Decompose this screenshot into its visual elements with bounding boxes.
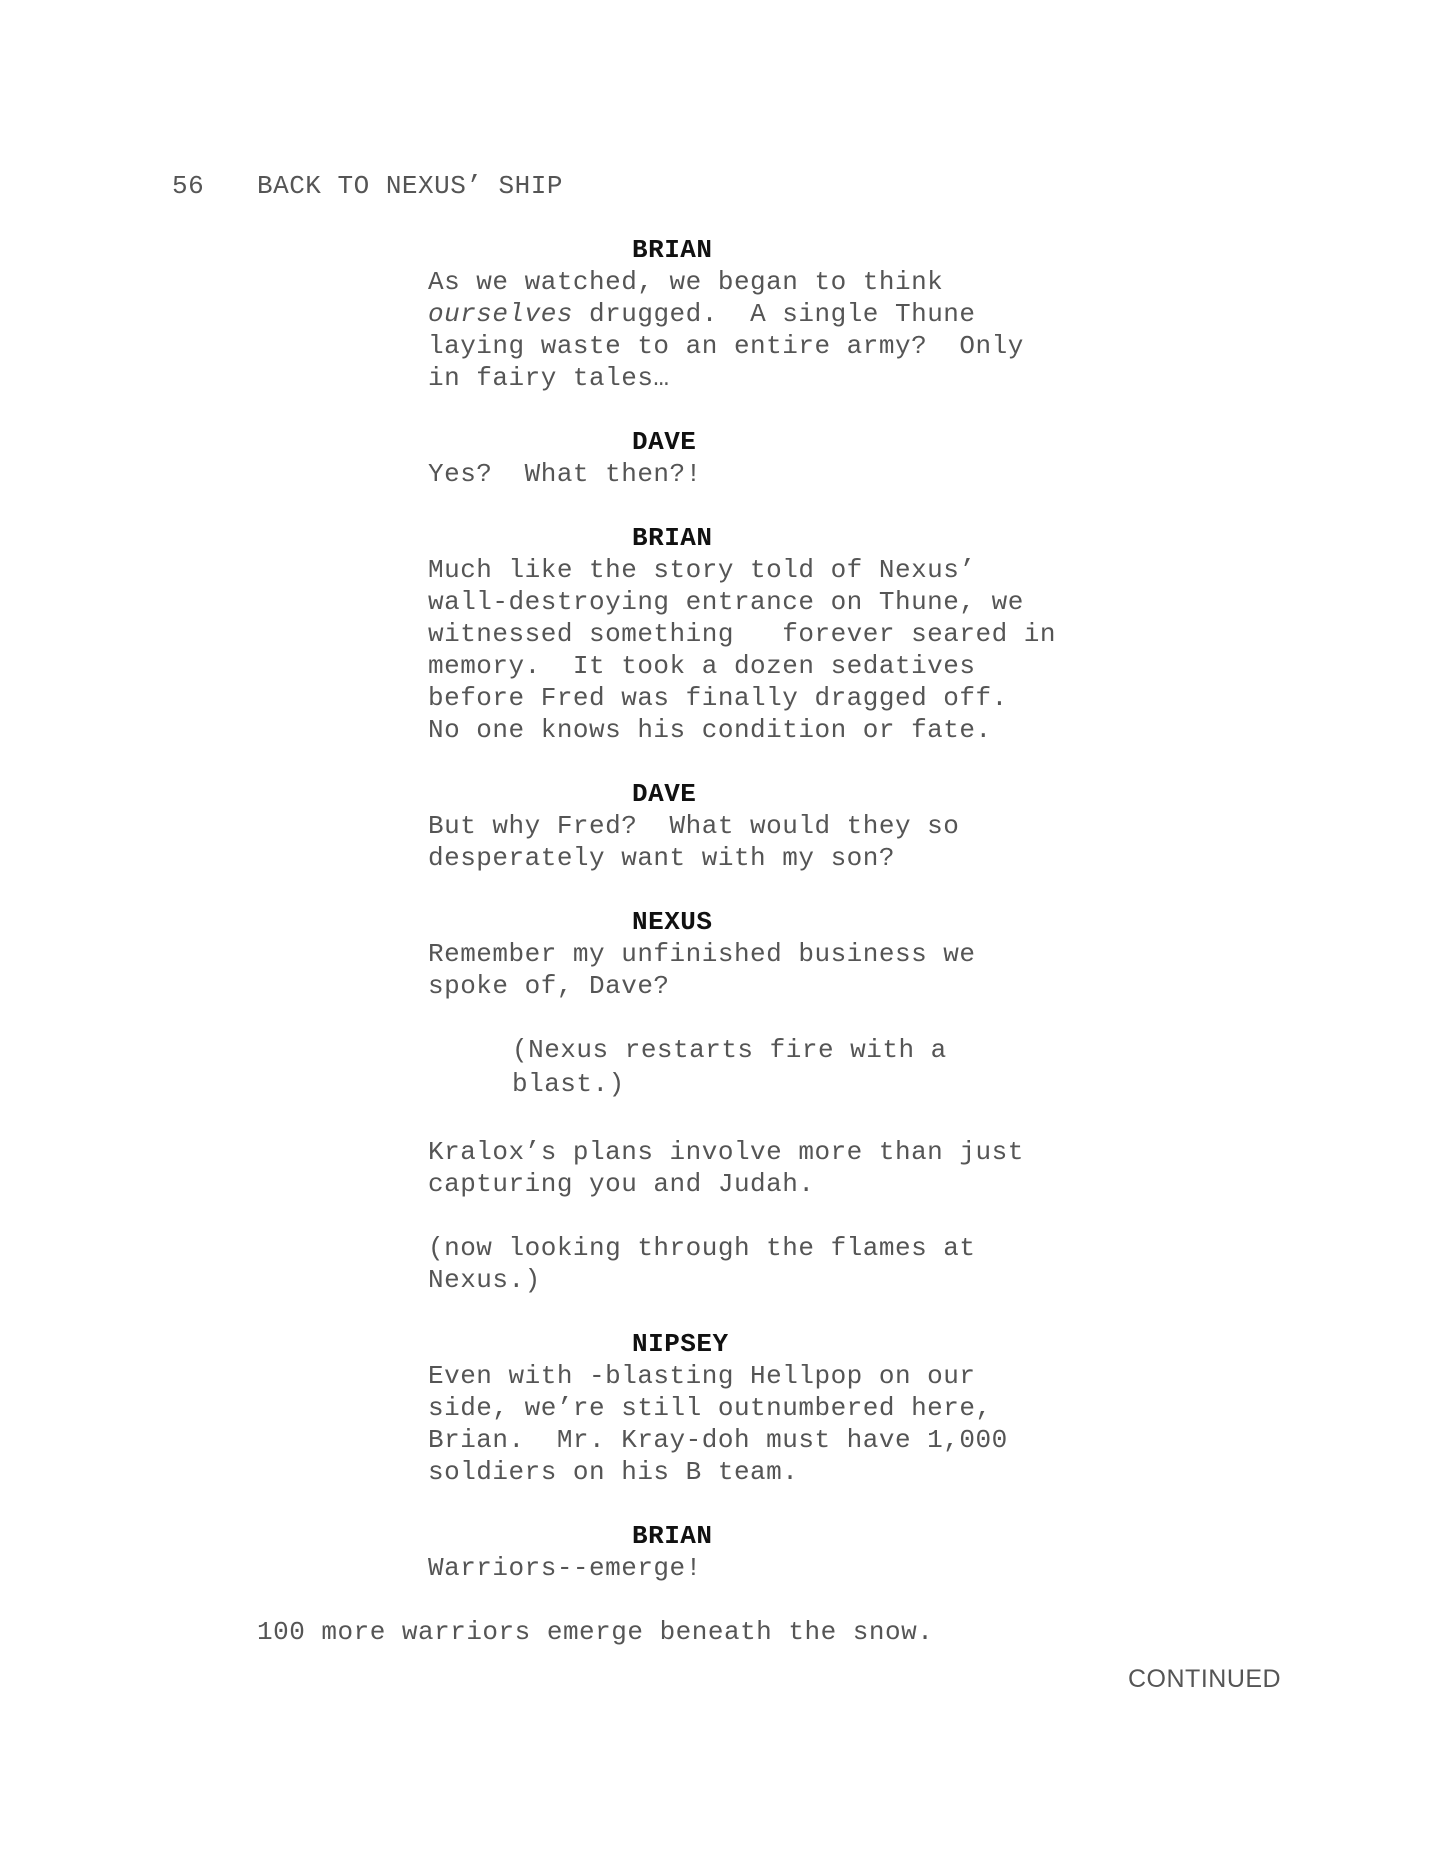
dialogue-line: Brian. Mr. Kray-doh must have 1,000: [428, 1425, 1008, 1455]
character-cue: DAVE: [632, 779, 697, 809]
parenthetical-line: (Nexus restarts fire with a: [512, 1035, 947, 1065]
dialogue-line: capturing you and Judah.: [428, 1169, 815, 1199]
character-cue: NIPSEY: [632, 1329, 729, 1359]
dialogue-line: (now looking through the flames at: [428, 1233, 976, 1263]
dialogue-line: in fairy tales…: [428, 363, 670, 393]
dialogue-line: wall-destroying entrance on Thune, we: [428, 587, 1024, 617]
dialogue-line: Nexus.): [428, 1265, 541, 1295]
character-cue: BRIAN: [632, 235, 713, 265]
dialogue-line: soldiers on his B team.: [428, 1457, 799, 1487]
dialogue-line: laying waste to an entire army? Only: [428, 331, 1024, 361]
continued-marker: CONTINUED: [1128, 1665, 1282, 1693]
dialogue-line: Remember my unfinished business we: [428, 939, 976, 969]
dialogue-line: witnessed something forever seared in: [428, 619, 1056, 649]
dialogue-line: Even with -blasting Hellpop on our: [428, 1361, 976, 1391]
scene-number: 56: [172, 171, 205, 201]
action-line: 100 more warriors emerge beneath the snow.: [257, 1617, 934, 1647]
italic-word: ourselves: [428, 299, 573, 329]
character-cue: BRIAN: [632, 1521, 713, 1551]
dialogue-line: Much like the story told of Nexus’: [428, 555, 976, 585]
dialogue-line: desperately want with my son?: [428, 843, 895, 873]
dialogue-line: But why Fred? What would they so: [428, 811, 960, 841]
dialogue-line: before Fred was finally dragged off.: [428, 683, 1008, 713]
dialogue-line: side, we’re still outnumbered here,: [428, 1393, 992, 1423]
dialogue-text: drugged. A single Thune: [589, 299, 976, 329]
dialogue-line: Kralox’s plans involve more than just: [428, 1137, 1024, 1167]
scene-heading: BACK TO NEXUS’ SHIP: [257, 171, 563, 201]
dialogue-line: memory. It took a dozen sedatives: [428, 651, 976, 681]
dialogue-line: spoke of, Dave?: [428, 971, 670, 1001]
dialogue-line: No one knows his condition or fate.: [428, 715, 992, 745]
character-cue: DAVE: [632, 427, 697, 457]
parenthetical-line: blast.): [512, 1069, 625, 1099]
dialogue-line: [428, 298, 976, 330]
character-cue: NEXUS: [632, 907, 713, 937]
dialogue-line: Warriors--emerge!: [428, 1553, 702, 1583]
dialogue-line: Yes? What then?!: [428, 459, 702, 489]
character-cue: BRIAN: [632, 523, 713, 553]
dialogue-line: As we watched, we began to think: [428, 267, 944, 297]
